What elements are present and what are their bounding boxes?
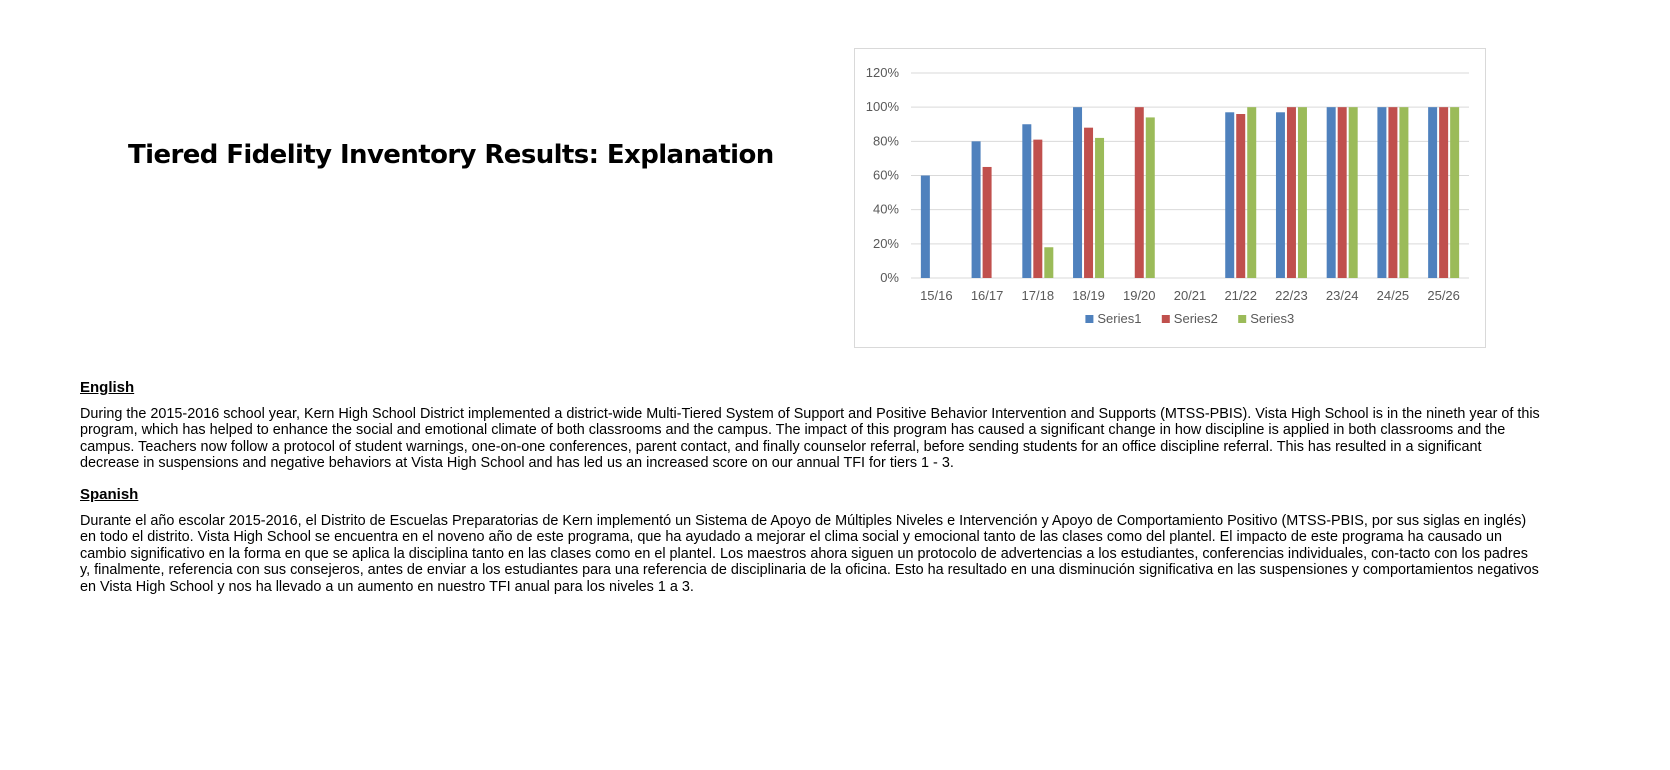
- bar-series1-22-23: [1276, 112, 1285, 278]
- y-tick-label-3: 60%: [872, 167, 899, 183]
- bar-series2-21-22: [1236, 114, 1245, 278]
- bar-series2-22-23: [1287, 107, 1296, 278]
- x-tick-label-5: 20/21: [1173, 288, 1207, 303]
- bar-series1-21-22: [1225, 112, 1234, 278]
- bar-series1-23-24: [1327, 107, 1336, 278]
- bar-series2-17-18: [1033, 140, 1042, 278]
- x-tick-label-3: 18/19: [1072, 288, 1105, 303]
- x-tick-label-7: 22/23: [1275, 288, 1308, 303]
- english-heading: English: [80, 379, 135, 396]
- spanish-paragraph: Durante el año escolar 2015-2016, el Distrito de Escuelas Preparatorias de Kern implementó un Sistema de Apoyo de Múltiples Niveles e Intervención y Apoyo de Comportamiento Positivo (MTSS-PBIS, por sus siglas en inglés) en todo el distrito. Vista High School se encuentra en el noveno año de este programa, que ha ayudado a mejorar el clima social y emocional tanto de las clases como del plantel. El impacto de este programa ha causado un cambio significativo en la forma en que se aplica la disciplina tanto en las clases como en el plantel. Los maestros ahora siguen un protocolo de advertencias a los estudiantes, conferencias individuales, con-tacto con los padres y, finalmente, referencia con sus consejeros, antes de enviar a los estudiantes para una referencia de disciplinaria de la oficina. Esto ha resultado en una disminución significativa en las suspensiones y comportamientos negativos en Vista High School y nos ha llevado a un aumento en nuestro TFI anual para los niveles 1 a 3.: [80, 513, 1539, 595]
- legend-swatch-series1: [1085, 315, 1093, 323]
- bar-series3-23-24: [1349, 107, 1358, 278]
- y-tick-label-0: 0%: [880, 270, 899, 285]
- x-tick-label-9: 24/25: [1376, 288, 1410, 303]
- bar-series3-21-22: [1247, 107, 1256, 278]
- x-tick-label-6: 21/22: [1224, 288, 1258, 303]
- bar-series1-15-16: [921, 176, 930, 279]
- bar-series1-17-18: [1022, 124, 1031, 278]
- bar-series3-22-23: [1298, 107, 1307, 278]
- chart-svg: [855, 49, 1485, 347]
- y-tick-label-2: 40%: [872, 201, 899, 217]
- english-section: [80, 379, 1540, 472]
- bar-series2-25-26: [1439, 107, 1448, 278]
- bar-series2-23-24: [1338, 107, 1347, 278]
- bar-series3-24-25: [1399, 107, 1408, 278]
- x-tick-label-2: 17/18: [1021, 288, 1055, 303]
- x-tick-label-0: 15/16: [920, 288, 953, 303]
- legend-swatch-series2: [1162, 315, 1170, 323]
- bar-series2-18-19: [1084, 128, 1093, 278]
- x-tick-label-4: 19/20: [1122, 288, 1156, 303]
- y-tick-label-6: 120%: [865, 65, 899, 80]
- legend-label-series2: Series2: [1173, 311, 1218, 326]
- bar-series3-19-20: [1146, 117, 1155, 278]
- bar-series1-24-25: [1377, 107, 1386, 278]
- bar-series1-16-17: [972, 141, 981, 278]
- page-title: Tiered Fidelity Inventory Results: Explanation: [128, 140, 774, 170]
- bar-series1-25-26: [1428, 107, 1437, 278]
- legend-swatch-series3: [1238, 315, 1246, 323]
- x-tick-label-10: 25/26: [1427, 288, 1460, 303]
- tfi-results-chart: [854, 48, 1486, 348]
- bar-series2-16-17: [983, 167, 992, 278]
- x-tick-label-1: 16/17: [970, 288, 1004, 303]
- bar-series3-18-19: [1095, 138, 1104, 278]
- x-tick-label-8: 23/24: [1325, 288, 1359, 303]
- bar-series2-24-25: [1388, 107, 1397, 278]
- y-tick-label-4: 80%: [872, 133, 899, 149]
- bar-series1-18-19: [1073, 107, 1082, 278]
- bar-series3-17-18: [1044, 247, 1053, 278]
- bar-series3-25-26: [1450, 107, 1459, 278]
- spanish-section: [80, 486, 1540, 595]
- legend-label-series1: Series1: [1097, 311, 1142, 326]
- english-paragraph: During the 2015-2016 school year, Kern High School District implemented a district-wide Multi-Tiered System of Support and Positive Behavior Intervention and Supports (MTSS-PBIS). Vista High School is in the nineth year of this program, which has helped to enhance the social and emotional climate of both classrooms and the campus. The impact of this program has caused a significant change in how discipline is applied in both classrooms and the campus. Teachers now follow a protocol of student warnings, one-on-one conferences, parent contact, and finally counselor referral, before sending students for an office discipline referral. This has resulted in a significant decrease in suspensions and negative behaviors at Vista High School and has led us an increased score on our annual TFI for tiers 1 - 3.: [80, 406, 1540, 472]
- spanish-heading: Spanish: [80, 486, 139, 503]
- bar-series2-19-20: [1135, 107, 1144, 278]
- y-tick-label-5: 100%: [865, 99, 899, 115]
- y-tick-label-1: 20%: [872, 235, 899, 251]
- legend-label-series3: Series3: [1250, 311, 1295, 326]
